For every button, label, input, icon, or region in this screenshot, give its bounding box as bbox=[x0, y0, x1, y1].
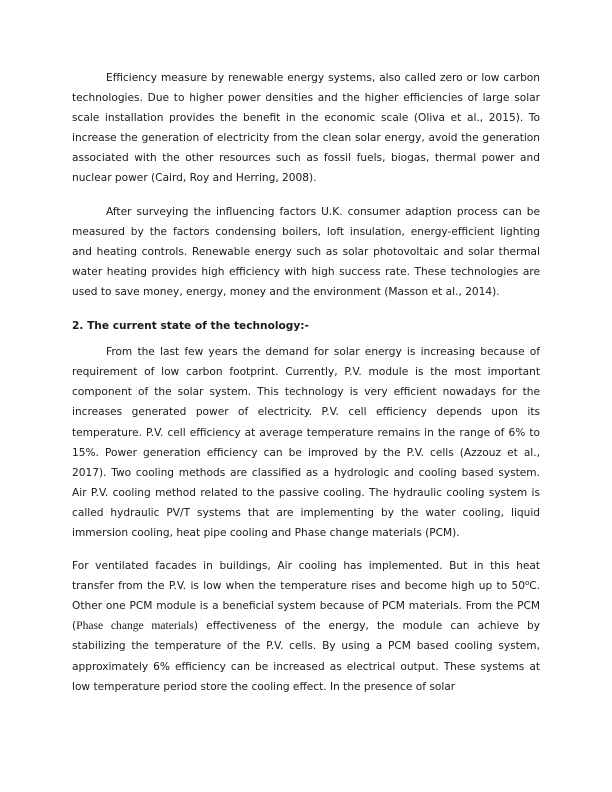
paragraph-solar-demand: From the last few years the demand for solar energy is increasing because of requirement of low carbon footprint. Currently, P.V. module is the most important component of the solar system. This technology is very efficient nowadays for the increases generated power of electricity. P.V. cell efficiency depends upon its temperature. P.V. cell efficiency at average temperature remains in the range of 6% to 15%. Power generation efficiency can be improved by the P.V. cells (Azzouz et al., 2017). Two cooling methods are classified as a hydrologic and cooling based system. Air P.V. cooling method related to the passive cooling. The hydraulic cooling system is called hydraulic PV/T systems that are implementing by the water cooling, liquid immersion cooling, heat pipe cooling and Phase change materials (PCM). bbox=[72, 346, 540, 539]
serif-phrase: Phase change materials bbox=[76, 619, 194, 633]
paragraph-ventilated-facades bbox=[72, 556, 540, 697]
degree-symbol: o bbox=[524, 579, 530, 588]
document-page bbox=[72, 68, 540, 697]
paragraph-renewable-efficiency: Efficiency measure by renewable energy systems, also called zero or low carbon technologies. Due to higher power densities and the higher efficiencies of large solar scale installation provides the benefit in the economic scale (Oliva et al., 2015). To increase the generation of electricity from the clean solar energy, avoid the generation associated with the other resources such as fossil fuels, biogas, thermal power and nuclear power (Caird, Roy and Herring, 2008). bbox=[72, 72, 540, 185]
paragraph-uk-consumer-adoption: After surveying the influencing factors U.K. consumer adaption process can be measured by the factors condensing boilers, loft insulation, energy-efficient lighting and heating controls. Renewable energy such as solar photovoltaic and solar thermal water heating provides high efficiency with high success rate. These technologies are used to save money, energy, money and the environment (Masson et al., 2014). bbox=[72, 205, 540, 298]
section-heading-current-state: 2. The current state of the technology:- bbox=[72, 320, 309, 333]
paragraph-text-part2: C. Other one PCM module is a beneficial system because of PCM materials. From the PCM ( bbox=[72, 580, 540, 633]
paragraph-text-part1: For ventilated facades in buildings, Air cooling has implemented. But in this heat transfer from the P.V. is low when the temperature rises and become high up to 50 bbox=[72, 560, 540, 593]
paragraph-text-part3: ) effectiveness of the energy, the module can achieve by stabilizing the temperature of the P.V. cells. By using a PCM based cooling system, approximately 6% efficiency can be increased as electrical output. These systems at low temperature period store the cooling effect. In the presence of solar bbox=[72, 620, 540, 693]
